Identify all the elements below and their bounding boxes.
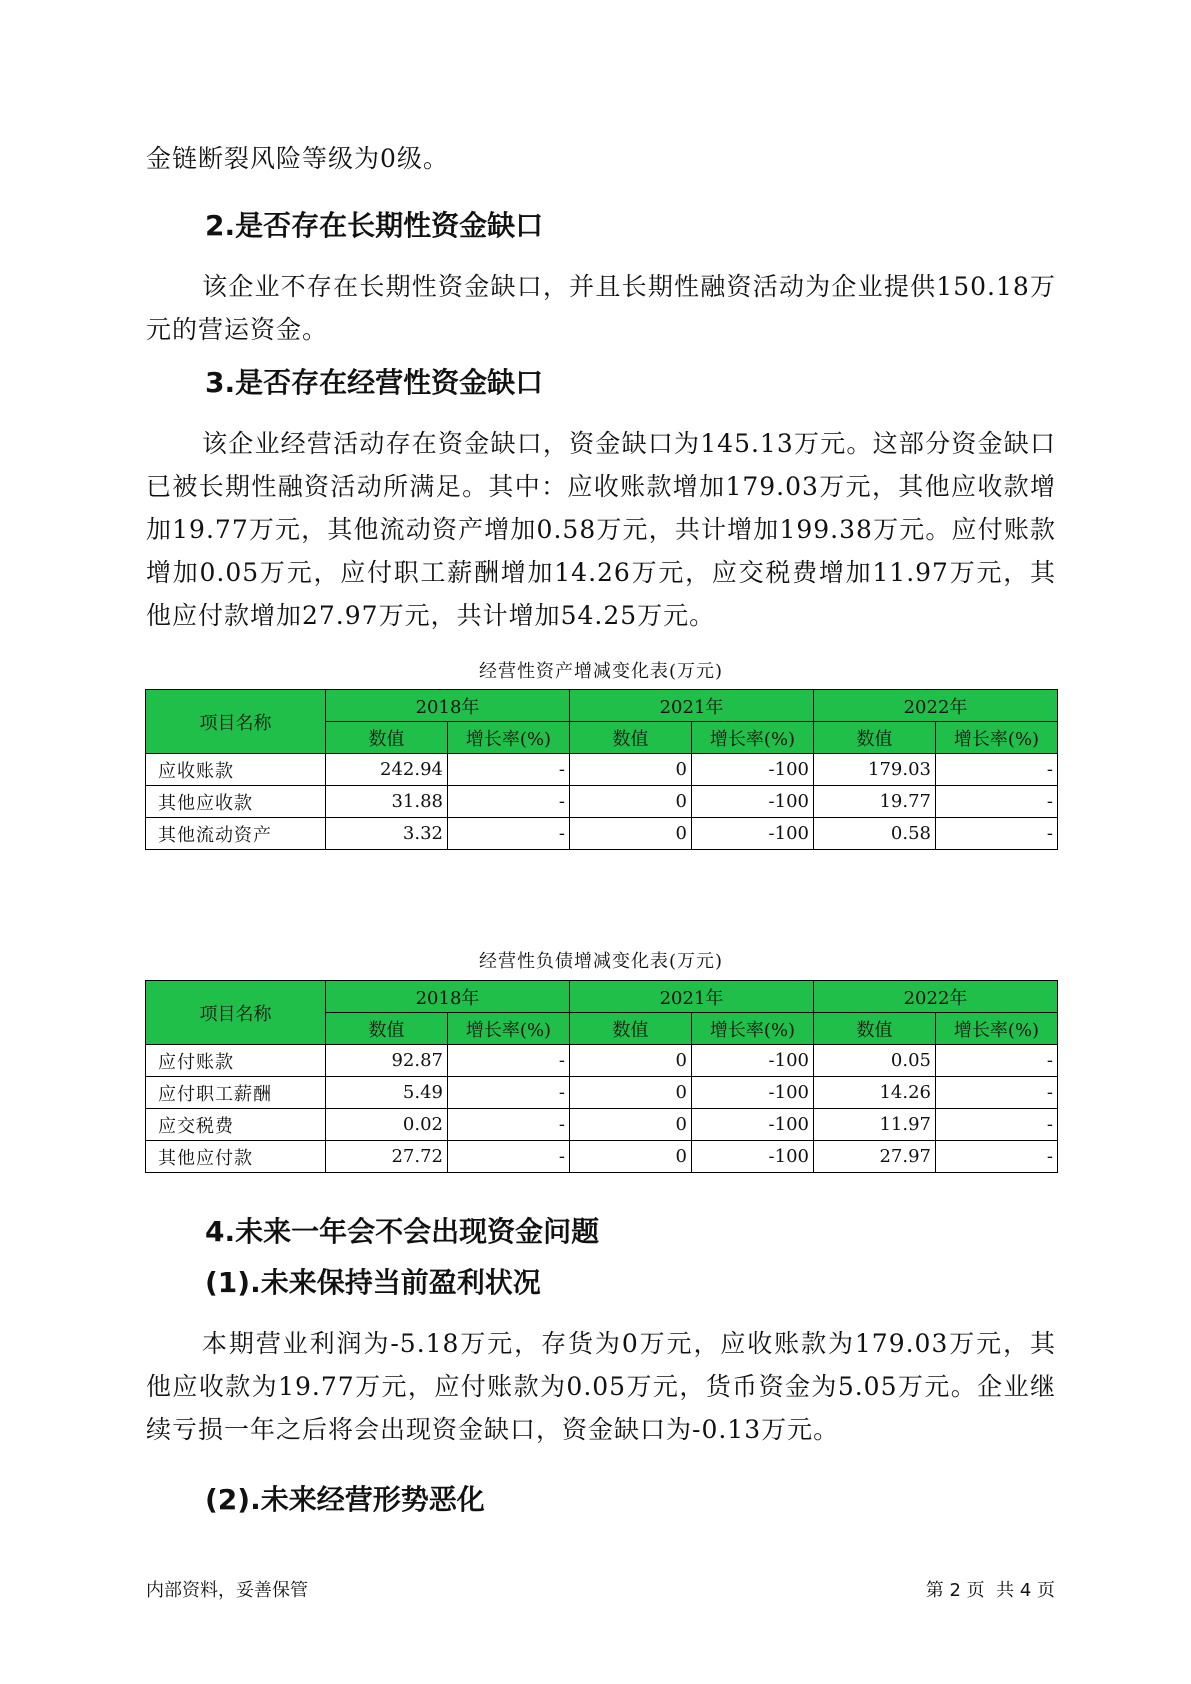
year-header-2018: 2018年 — [326, 690, 570, 722]
table-row — [146, 1077, 1058, 1109]
cell: 0 — [570, 754, 692, 786]
cell: 0.58 — [814, 818, 936, 850]
cell: 31.88 — [326, 786, 448, 818]
value-header: 数值 — [326, 1013, 448, 1045]
table-row — [146, 1045, 1058, 1077]
year-header-2021: 2021年 — [570, 981, 814, 1013]
cell: - — [936, 786, 1058, 818]
growth-header: 增长率(%) — [692, 1013, 814, 1045]
row-name: 其他应付款 — [146, 1141, 326, 1173]
liability-table-caption: 经营性负债增减变化表(万元) — [478, 951, 724, 972]
cell: -100 — [692, 818, 814, 850]
paragraph-text: 本期营业利润为-5.18万元，存货为0万元，应收账款为179.03万元，其他应收款为19.77万元，应付账款为0.05万元，货币资金为5.05万元。企业继续亏损一年之后将会出现资金缺口，资金缺口为-0.13万元。 — [146, 1329, 1056, 1444]
cell: - — [936, 818, 1058, 850]
row-name: 其他应收款 — [146, 786, 326, 818]
footer-page-number: 第 2 页 共 4 页 — [925, 1580, 1055, 1601]
cell: 5.49 — [326, 1077, 448, 1109]
paragraph-operating-gap — [146, 422, 1056, 637]
cell: 179.03 — [814, 754, 936, 786]
cell: 0 — [570, 1109, 692, 1141]
cell: 14.26 — [814, 1077, 936, 1109]
asset-change-table — [145, 689, 1058, 850]
cell: 0.05 — [814, 1045, 936, 1077]
footer-confidential-note: 内部资料，妥善保管 — [146, 1580, 308, 1601]
cell: - — [448, 1045, 570, 1077]
cell: 27.97 — [814, 1141, 936, 1173]
item-name-header: 项目名称 — [146, 690, 326, 754]
year-header-2018: 2018年 — [326, 981, 570, 1013]
cell: -100 — [692, 1141, 814, 1173]
cell: -100 — [692, 1109, 814, 1141]
cell: - — [936, 1141, 1058, 1173]
growth-header: 增长率(%) — [936, 1013, 1058, 1045]
growth-header: 增长率(%) — [448, 722, 570, 754]
value-header: 数值 — [570, 1013, 692, 1045]
table-row — [146, 818, 1058, 850]
section-heading-4: 4.未来一年会不会出现资金问题 — [205, 1215, 600, 1248]
value-header: 数值 — [814, 722, 936, 754]
table-row — [146, 1141, 1058, 1173]
cell: 3.32 — [326, 818, 448, 850]
section-heading-3: 3.是否存在经营性资金缺口 — [205, 366, 544, 399]
paragraph-future-profit — [146, 1322, 1056, 1451]
cell: - — [448, 754, 570, 786]
cell: 242.94 — [326, 754, 448, 786]
cell: -100 — [692, 754, 814, 786]
growth-header: 增长率(%) — [692, 722, 814, 754]
cell: - — [936, 1109, 1058, 1141]
paragraph-continued — [146, 137, 1056, 180]
value-header: 数值 — [570, 722, 692, 754]
paragraph-text: 金链断裂风险等级为0级。 — [146, 144, 449, 173]
growth-header: 增长率(%) — [936, 722, 1058, 754]
value-header: 数值 — [326, 722, 448, 754]
paragraph-long-term-gap — [146, 265, 1056, 351]
subsection-heading-4-1: (1).未来保持当前盈利状况 — [205, 1266, 541, 1299]
cell: - — [448, 1141, 570, 1173]
asset-table-caption: 经营性资产增减变化表(万元) — [478, 661, 724, 682]
cell: 0 — [570, 1077, 692, 1109]
cell: 92.87 — [326, 1045, 448, 1077]
cell: 0 — [570, 818, 692, 850]
value-header: 数值 — [814, 1013, 936, 1045]
row-name: 应收账款 — [146, 754, 326, 786]
cell: -100 — [692, 786, 814, 818]
table-row — [146, 786, 1058, 818]
cell: 0 — [570, 786, 692, 818]
liability-change-table — [145, 980, 1058, 1173]
cell: 0 — [570, 1045, 692, 1077]
year-header-2022: 2022年 — [814, 690, 1058, 722]
cell: - — [936, 1045, 1058, 1077]
cell: - — [448, 786, 570, 818]
cell: - — [448, 1109, 570, 1141]
cell: 11.97 — [814, 1109, 936, 1141]
cell: 27.72 — [326, 1141, 448, 1173]
cell: - — [936, 754, 1058, 786]
paragraph-text: 该企业经营活动存在资金缺口，资金缺口为145.13万元。这部分资金缺口已被长期性融资活动所满足。其中：应收账款增加179.03万元，其他应收款增加19.77万元，其他流动资产增加0.58万元，共计增加199.38万元。应付账款增加0.05万元，应付职工薪酬增加14.26万元，应交税费增加11.97万元，其他应付款增加27.97万元，共计增加54.25万元。 — [146, 429, 1056, 630]
item-name-header: 项目名称 — [146, 981, 326, 1045]
row-name: 应付职工薪酬 — [146, 1077, 326, 1109]
row-name: 应交税费 — [146, 1109, 326, 1141]
cell: - — [448, 1077, 570, 1109]
growth-header: 增长率(%) — [448, 1013, 570, 1045]
cell: -100 — [692, 1077, 814, 1109]
cell: 0 — [570, 1141, 692, 1173]
row-name: 应付账款 — [146, 1045, 326, 1077]
cell: - — [936, 1077, 1058, 1109]
table-row — [146, 1109, 1058, 1141]
cell: 19.77 — [814, 786, 936, 818]
cell: -100 — [692, 1045, 814, 1077]
cell: 0.02 — [326, 1109, 448, 1141]
cell: - — [448, 818, 570, 850]
table-row — [146, 754, 1058, 786]
year-header-2021: 2021年 — [570, 690, 814, 722]
year-header-2022: 2022年 — [814, 981, 1058, 1013]
section-heading-2: 2.是否存在长期性资金缺口 — [205, 209, 544, 242]
subsection-heading-4-2: (2).未来经营形势恶化 — [205, 1483, 485, 1516]
row-name: 其他流动资产 — [146, 818, 326, 850]
paragraph-text: 该企业不存在长期性资金缺口，并且长期性融资活动为企业提供150.18万元的营运资金。 — [146, 272, 1056, 344]
